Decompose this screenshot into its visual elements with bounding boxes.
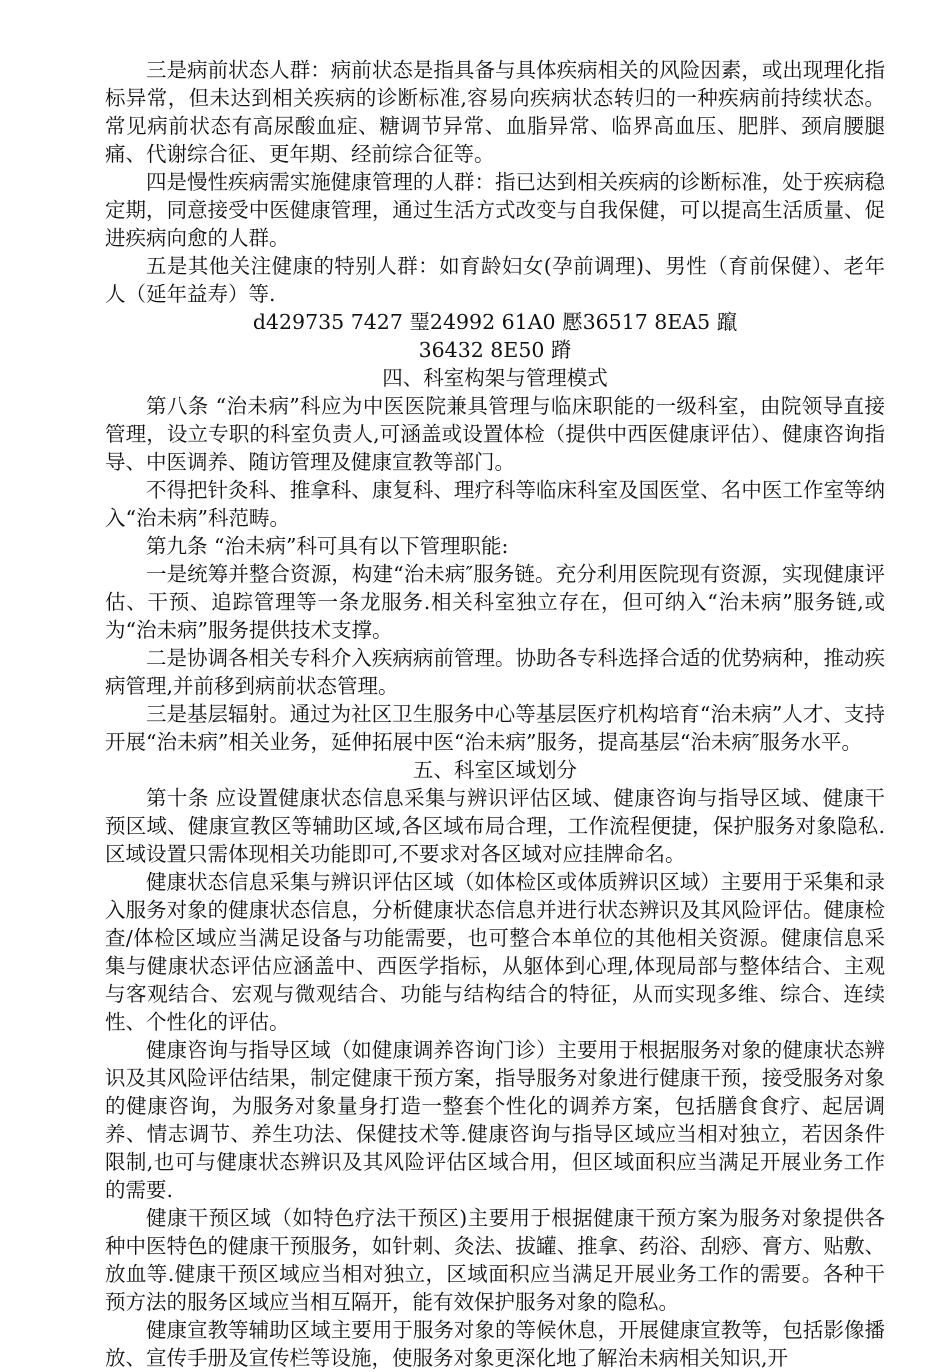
document-page [105, 56, 885, 1372]
section-heading-4: 四、科室构架与管理模式 [382, 366, 608, 390]
paragraph-assessment-area: 健康状态信息采集与辨识评估区域（如体检区或体质辨识区域）主要用于采集和录入服务对象的健康状态信息，分析健康状态信息并进行状态辨识及其风险评估。健康检查/体检区域应当满足设备与功能需要，也可整合本单位的其他相关资源。健康信息采集与健康状态评估应涵盖中、西医学指标，从躯体到心理,体现局部与整体结合、主观与客观结合、宏观与微观结合、功能与结构结合的特征，从而实现多维、综合、连续性、个性化的评估。 [105, 870, 885, 1034]
paragraph-function-2: 二是协调各相关专科介入疾病病前管理。协助各专科选择合适的优势病种，推动疾病管理,并前移到病前状态管理。 [105, 646, 885, 698]
garbled-code-line-1: d429735 7427 琧24992 61A0 懕36517 8EA5 躥 [252, 310, 738, 334]
article-8: 第八条 “治未病”科应为中医医院兼具管理与临床职能的一级科室，由院领导直接管理，设立专职的科室负责人,可涵盖或设置体检（提供中西医健康评估）、健康咨询指导、中医调养、随访管理及健康宣教等部门。 [105, 394, 885, 474]
article-9: 第九条 “治未病”科可具有以下管理职能: [146, 534, 509, 558]
article-10: 第十条 应设置健康状态信息采集与辨识评估区域、健康咨询与指导区域、健康干预区域、健康宣教区等辅助区域,各区域布局合理，工作流程便捷，保护服务对象隐私.区域设置只需体现相关功能即可,不要求对各区域对应挂牌命名。 [105, 786, 885, 866]
garbled-code-line-2: 36432 8E50 蹐 [418, 338, 572, 362]
paragraph-function-1: 一是统筹并整合资源，构建“治未病″服务链。充分利用医院现有资源，实现健康评估、干预、追踪管理等一条龙服务.相关科室独立存在，但可纳入“治未病”服务链,或为“治未病”服务提供技术支撑。 [105, 562, 885, 642]
paragraph-pre-disease-population: 三是病前状态人群：病前状态是指具备与具体疾病相关的风险因素，或出现理化指标异常，但未达到相关疾病的诊断标准,容易向疾病状态转归的一种疾病前持续状态。常见病前状态有高尿酸血症、糖调节异常、血脂异常、临界高血压、肥胖、颈肩腰腿痛、代谢综合征、更年期、经前综合征等。 [105, 58, 885, 166]
paragraph-exclusions: 不得把针灸科、推拿科、康复科、理疗科等临床科室及国医堂、名中医工作室等纳入“治未病”科范畴。 [105, 478, 885, 530]
section-heading-5: 五、科室区域划分 [413, 758, 577, 782]
paragraph-function-3: 三是基层辐射。通过为社区卫生服务中心等基层医疗机构培育“治未病”人才、支持开展“治未病”相关业务，延伸拓展中医“治未病”服务，提高基层“治未病″服务水平。 [105, 702, 885, 754]
paragraph-consultation-area: 健康咨询与指导区域（如健康调养咨询门诊）主要用于根据服务对象的健康状态辨识及其风险评估结果，制定健康干预方案，指导服务对象进行健康干预，接受服务对象的健康咨询，为服务对象量身打造一整套个性化的调养方案，包括膳食食疗、起居调养、情志调节、养生功法、保健技术等.健康咨询与指导区域应当相对独立，若因条件限制,也可与健康状态辨识及其风险评估区域合用，但区域面积应当满足开展业务工作的需要. [105, 1038, 885, 1202]
paragraph-other-special-population: 五是其他关注健康的特别人群：如育龄妇女(孕前调理)、男性（育前保健）、老年人（延年益寿）等. [105, 254, 885, 306]
paragraph-intervention-area: 健康干预区域（如特色疗法干预区)主要用于根据健康干预方案为服务对象提供各种中医特色的健康干预服务，如针刺、灸法、拔罐、推拿、药浴、刮痧、膏方、贴敷、放血等.健康干预区域应当相对独立，区域面积应当满足开展业务工作的需要。各种干预方法的服务区域应当相互隔开，能有效保护服务对象的隐私。 [105, 1206, 885, 1314]
paragraph-chronic-disease-population: 四是慢性疾病需实施健康管理的人群：指已达到相关疾病的诊断标准，处于疾病稳定期，同意接受中医健康管理，通过生活方式改变与自我保健，可以提高生活质量、促进疾病向愈的人群。 [105, 170, 885, 250]
paragraph-education-area: 健康宣教等辅助区域主要用于服务对象的等候休息，开展健康宣教等，包括影像播放、宣传手册及宣传栏等设施，使服务对象更深化地了解治未病相关知识,开 [105, 1318, 885, 1370]
